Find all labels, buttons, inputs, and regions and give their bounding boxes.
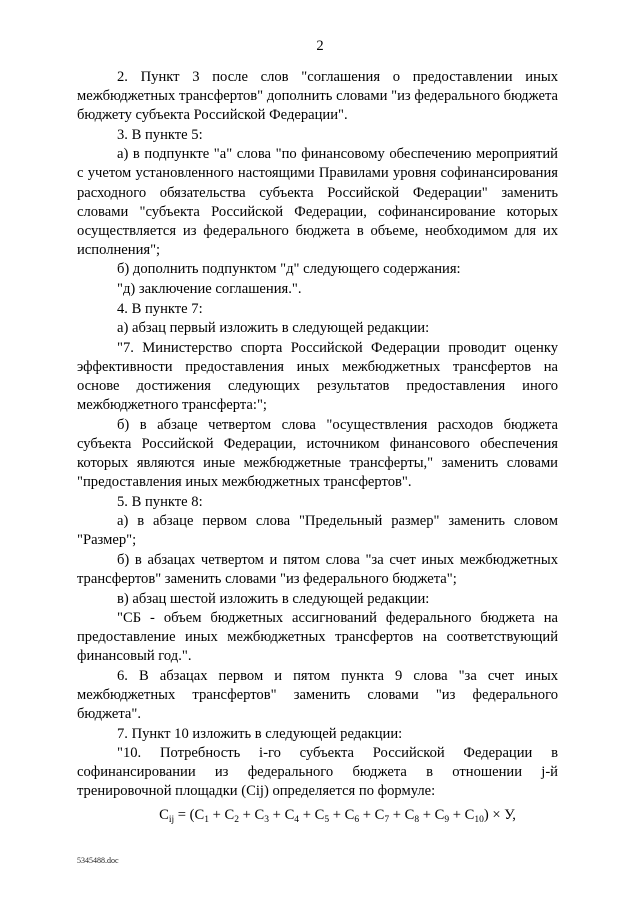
document-body bbox=[77, 68, 558, 825]
paragraph-item-5-heading: 5. В пункте 8: bbox=[117, 493, 203, 510]
paragraph-item-7-heading: 7. Пункт 10 изложить в следующей редакции: bbox=[117, 725, 403, 742]
paragraph-item-7-text: "10. Потребность i-го субъекта Российской Федерации в софинансировании из федерального бюджета в отношении j-й тренировочной площадки (Cij) определяется по формуле: bbox=[77, 745, 558, 800]
formula-term-c6: $C_6$ bbox=[344, 806, 360, 825]
formula-term-c10: $C_{10}$ bbox=[464, 806, 484, 825]
paragraph-item-5c-text: "СБ - объем бюджетных ассигнований федерального бюджета на предоставление иных межбюджетных трансфертов на соответствующий финансовый год.". bbox=[77, 610, 558, 665]
formula-term-c2: $C_2$ bbox=[224, 806, 240, 825]
paragraph-item-2: 2. Пункт 3 после слов "соглашения о предоставлении иных межбюджетных трансфертов" дополнить словами "из федерального бюджета бюджету субъекта Российской Федерации". bbox=[77, 69, 558, 124]
formula-term-c4: $C_4$ bbox=[284, 806, 300, 825]
paragraph-item-5b: б) в абзацах четвертом и пятом слова "за счет иных межбюджетных трансфертов" заменить словами "из федерального бюджета"; bbox=[77, 551, 558, 587]
formula-terms: $C_1 + C_2 + C_3 + C_4 + C_5 + C_6 + C_7 + C_8 + C_9 + C_{10}$ bbox=[194, 806, 484, 825]
paragraph-item-5c: в) абзац шестой изложить в следующей редакции: bbox=[117, 590, 430, 607]
formula-lhs: $C_{ij}$ bbox=[159, 806, 175, 825]
paragraph-item-4a: а) абзац первый изложить в следующей редакции: bbox=[117, 320, 430, 337]
paragraph-item-3b-text: "д) заключение соглашения.". bbox=[117, 281, 302, 298]
paragraph-item-3b: б) дополнить подпунктом "д" следующего содержания: bbox=[117, 261, 461, 278]
paragraph-item-4b: б) в абзаце четвертом слова "осуществления расходов бюджета субъекта Российской Федерации, источником финансового обеспечения которых являются иные межбюджетные трансферты," заменить словами "предоставления иных межбюджетных трансфертов". bbox=[77, 416, 558, 490]
formula-term-c8: $C_8$ bbox=[404, 806, 420, 825]
paragraph-item-6: 6. В абзацах первом и пятом пункта 9 слова "за счет иных межбюджетных трансфертов" заменить словами "из федерального бюджета". bbox=[77, 667, 558, 723]
formula-term-c1: $C_1$ bbox=[194, 806, 209, 825]
formula-term-c9: $C_9$ bbox=[434, 806, 450, 825]
paragraph-item-3a: а) в подпункте "а" слова "по финансовому обеспечению мероприятий с учетом установленного настоящими Правилами уровня софинансирования расходного обязательства субъекта Российской Федерации" заменить словами "субъекта Российской Федерации, софинансирование которых осуществляется из федерального бюджета в объеме, необходимом для их исполнения"; bbox=[77, 146, 558, 258]
paragraph-item-4-heading: 4. В пункте 7: bbox=[117, 300, 203, 317]
paragraph-item-3-heading: 3. В пункте 5: bbox=[117, 126, 203, 143]
formula-term-c7: $C_7$ bbox=[374, 806, 390, 825]
page-number: 2 bbox=[316, 38, 324, 54]
paragraph-item-4a-text: "7. Министерство спорта Российской Федерации проводит оценку эффективности предоставления иных межбюджетных трансфертов на основе достижения следующих результатов предоставления иного межбюджетного трансферта:"; bbox=[77, 339, 558, 414]
paragraph-item-5a: а) в абзаце первом слова "Предельный размер" заменить словом "Размер"; bbox=[77, 513, 558, 549]
formula-term-c5: $C_5$ bbox=[314, 806, 330, 825]
formula: $C_{ij} = (C_1 + C_2 + C_3 + C_4 + C_5 + C_6 + C_7 + C_8 + C_9 + C_{10}) \times У$, bbox=[159, 806, 516, 825]
footer-filename: 5345488.doc bbox=[77, 856, 119, 865]
formula-term-c3: $C_3$ bbox=[254, 806, 270, 825]
